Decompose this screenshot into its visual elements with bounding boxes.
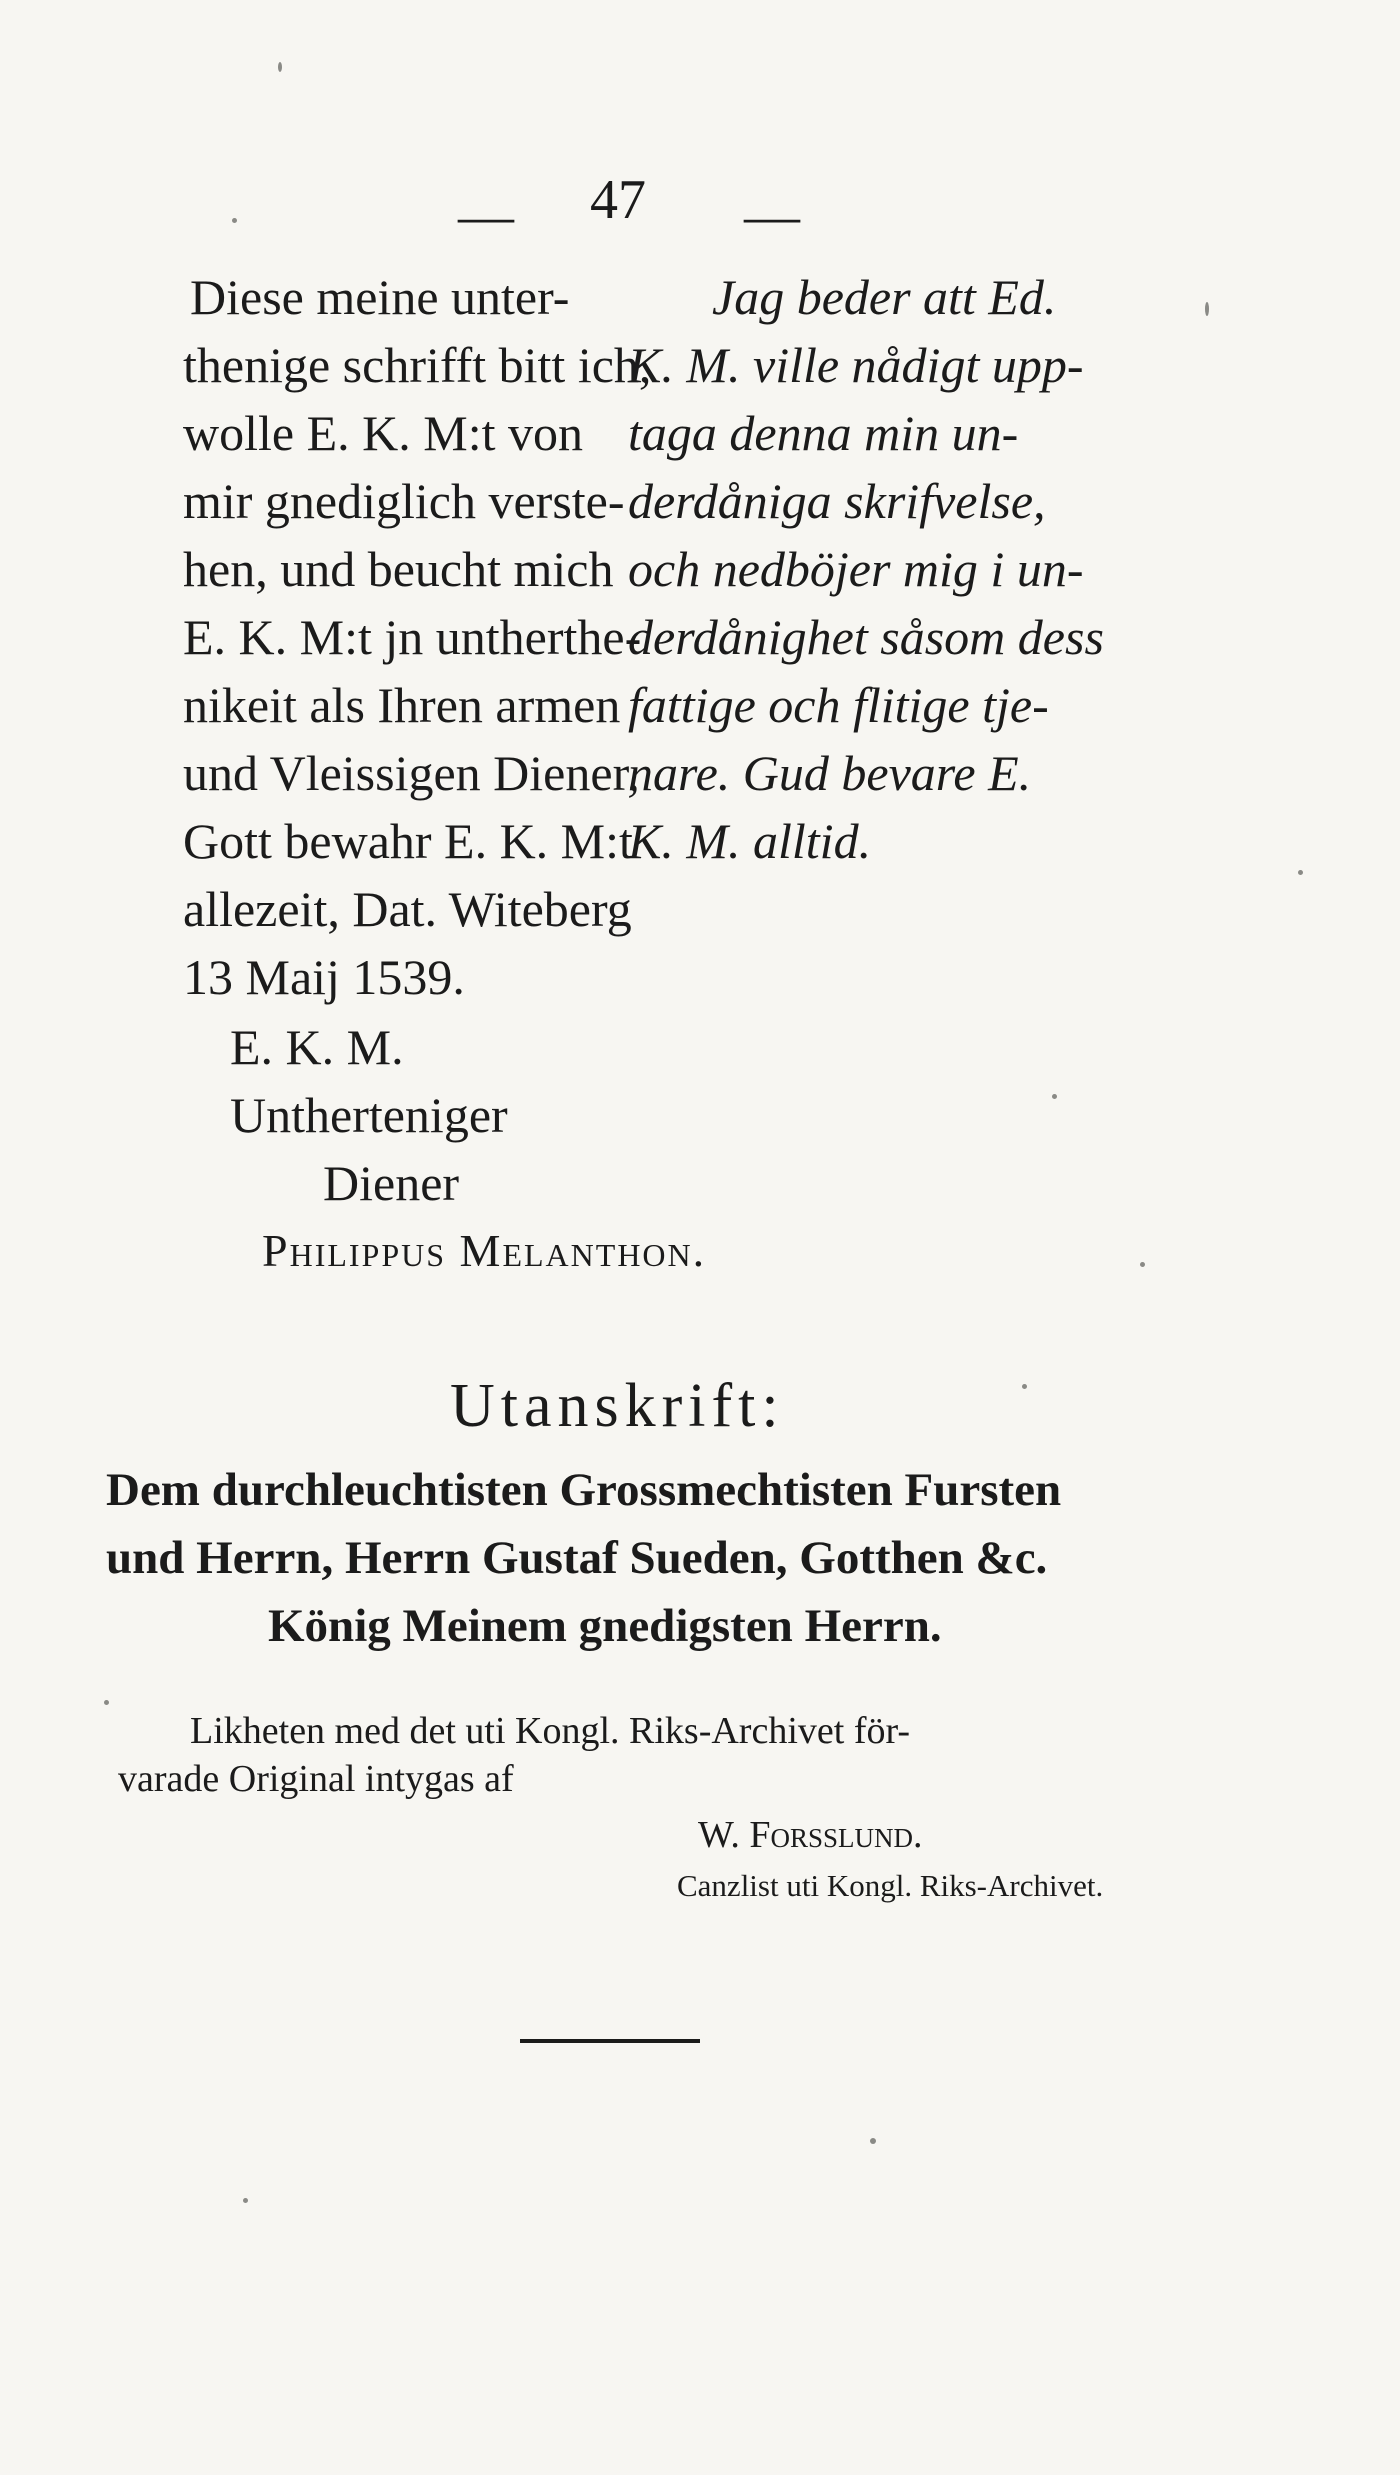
certification-signer: W. Forsslund. [698,1814,923,1856]
swedish-line-4: derdåniga skrifvelse, [628,473,1046,529]
closing-servant-line-1: Untherteniger [230,1087,508,1143]
closing-initials: E. K. M. [230,1019,404,1075]
german-line-2: thenige schrifft bitt ich, [183,337,652,393]
paper-speck [1298,870,1303,875]
german-line-1: Diese meine unter- [190,269,570,325]
german-line-11: 13 Maij 1539. [183,949,465,1005]
german-line-6: E. K. M:t jn untherthe- [183,609,642,665]
address-title: Utanskrift: [450,1372,785,1440]
swedish-line-1: Jag beder att Ed. [712,269,1057,325]
address-line-2: und Herrn, Herrn Gustaf Sueden, Gotthen &c. [106,1532,1048,1584]
swedish-line-8: nare. Gud bevare E. [628,745,1032,801]
header-dash-left: — [458,185,514,247]
swedish-line-9: K. M. alltid. [628,813,872,869]
signature: Philippus Melanthon. [262,1225,707,1276]
swedish-line-7: fattige och flitige tje- [628,677,1049,733]
certification-signer-title: Canzlist uti Kongl. Riks-Archivet. [677,1868,1104,1903]
german-line-8: und Vleissigen Diener, [183,745,640,801]
paper-speck [1140,1262,1145,1267]
swedish-line-5: och nedböjer mig i un- [628,541,1084,597]
german-line-4: mir gnediglich verste- [183,473,625,529]
paper-speck [104,1700,109,1705]
german-line-10: allezeit, Dat. Witeberg [183,881,632,937]
address-line-3: König Meinem gnedigsten Herrn. [268,1600,942,1652]
paper-speck [1022,1384,1027,1389]
closing-servant-line-2: Diener [323,1155,460,1211]
paper-speck [232,218,237,223]
german-line-3: wolle E. K. M:t von [183,405,583,461]
header-dash-right: — [744,185,800,247]
paper-speck [278,62,282,72]
paper-speck [1052,1094,1057,1099]
german-line-7: nikeit als Ihren armen [183,677,621,733]
paper-speck [243,2198,248,2203]
bottom-rule [520,2039,700,2043]
swedish-line-3: taga denna min un- [628,405,1019,461]
page-number: 47 [590,169,646,231]
address-line-1: Dem durchleuchtisten Grossmechtisten Fursten [106,1464,1062,1516]
swedish-line-2: K. M. ville nådigt upp- [628,337,1084,393]
paper-speck [870,2138,876,2144]
certification-line-2: varade Original intygas af [118,1758,514,1800]
paper-speck [1205,302,1209,316]
certification-line-1: Likheten med det uti Kongl. Riks-Archivet för- [190,1710,911,1752]
german-line-9: Gott bewahr E. K. M:t [183,813,633,869]
swedish-line-6: derdånighet såsom dess [628,609,1104,665]
german-line-5: hen, und beucht mich [183,541,614,597]
